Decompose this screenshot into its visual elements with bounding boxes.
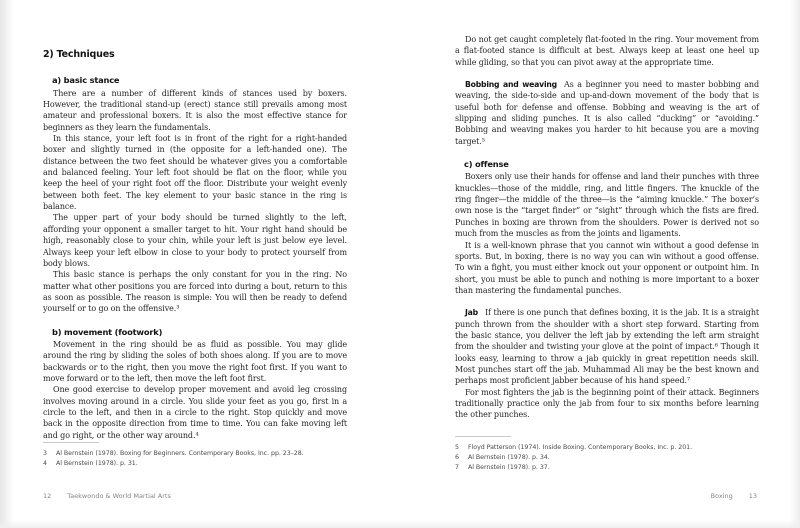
- subsection-heading: a) basic stance: [52, 75, 120, 86]
- page-number: 12: [43, 492, 52, 500]
- footnote-divider-rule: [43, 442, 99, 443]
- footnote-text: Al Bernstein (1978). p. 34.: [468, 454, 550, 461]
- body-paragraph: The upper part of your body should be turned slightly to the left, affording your opponent a smaller target to hit. Your right hand should be high, reasonably close to your chin, while your left is just below eye level. Always keep your left elbow in close to your body to protect yourself from body blows.: [43, 213, 347, 268]
- footnote: [455, 463, 759, 473]
- footnote-number: 6: [455, 454, 459, 461]
- left-page-footnotes: [43, 442, 347, 469]
- right-page-footer: [711, 492, 757, 500]
- left-page-footer: [43, 492, 171, 500]
- footnote: [455, 453, 759, 463]
- footnote-number: 3: [43, 450, 47, 457]
- page-number: 13: [748, 492, 757, 500]
- chapter-section-title: 2) Techniques: [43, 49, 115, 60]
- body-paragraph: Boxers only use their hands for offense and land their punches with three knuckles—those of the middle, ring, and little fingers. The knuckle of the ring finger—the middle of the three—is the “aiming knuckle.” The boxer’s own nose is the “target finder” or “sight” through which the fists are fired. Punches in boxing are thrown from the shoulders. Power is derived not so much from the muscles as from the joints and ligaments.: [455, 172, 759, 239]
- right-page-text-column: [455, 34, 759, 421]
- footnote: [455, 443, 759, 453]
- footnote-text: Al Bernstein (1978). Boxing for Beginners. Contemporary Books, Inc. pp. 23–28.: [56, 450, 304, 457]
- footnote-divider-rule: [455, 436, 511, 437]
- footnote-text: Al Bernstein (1978). p. 37.: [468, 464, 550, 471]
- subsection-heading: b) movement (footwork): [52, 326, 163, 337]
- footnote-number: 4: [43, 460, 47, 467]
- body-paragraph: In this stance, your left foot is in front of the right for a right-handed boxer and slightly turned in (the opposite for a left-handed one). The distance between the two feet should be whatever gives you a comfortable and balanced feeling. Your left foot should be flat on the floor, while you keep the heel of your right foot off the floor. Distribute your weight evenly between both feet. The key element to your basic stance in the ring is balance.: [43, 134, 347, 212]
- body-paragraph: Bobbing and weaving As a beginner you need to master bobbing and weaving, the side-to-side and up-and-down movement of the body that is useful both for defense and offense. Bobbing and weaving is the art of slipping and sliding punches. It is also called “ducking” or “avoiding.” Bobbing and weaving makes you harder to hit because you are a moving target.⁵: [455, 80, 759, 146]
- footnote: [43, 459, 347, 469]
- footnote: [43, 449, 347, 459]
- body-paragraph: It is a well-known phrase that you cannot win without a good defense in sports. But, in boxing, there is no way you can win without a good offense. To win a fight, you must either knock out your opponent or outpoint him. In short, you must be able to punch and nothing is more important to a boxer than mastering the fundamental punches.: [455, 240, 759, 295]
- body-paragraph: Do not get caught completely flat-footed in the ring. Your movement from a flat-footed stance is difficult at best. Always keep at least one heel up while gliding, so that you can pivot away at the appropriate time.: [455, 35, 759, 67]
- footnote-text: Al Bernstein (1978). p. 31.: [56, 460, 138, 467]
- footnote-text: Floyd Patterson (1974). Inside Boxing. Contemporary Books, Inc. p. 201.: [468, 444, 693, 451]
- scan-edge-shadow-bottom: [0, 520, 800, 528]
- body-paragraph: One good exercise to develop proper movement and avoid leg crossing involves moving around in a circle. You slide your feet as you go, first in a circle to the left, and then in a circle to the right. Stop quickly and move back in the opposite direction from time to time. You can fake moving left and go right, or the other way around.⁴: [43, 385, 347, 440]
- runin-heading: Jab: [465, 308, 478, 318]
- right-page-footnotes: [455, 436, 759, 473]
- body-paragraph: There are a number of different kinds of stances used by boxers. However, the traditional stand-up (erect) stance still prevails among most amateur and professional boxers. It is also the most effective stance for beginners as they learn the fundamentals.: [43, 88, 347, 132]
- body-paragraph: This basic stance is perhaps the only constant for you in the ring. No matter what other positions you are forced into during a bout, return to this as soon as possible. The reason is simple: You will then be ready to defend yourself or to go on the offensive.³: [43, 270, 347, 314]
- scan-edge-shadow-right: [790, 0, 800, 528]
- running-title: Taekwondo & World Martial Arts: [67, 492, 171, 500]
- body-paragraph: For most fighters the jab is the beginning point of their attack. Beginners traditionally practice only the jab from four to six months before learning the other punches.: [455, 387, 759, 420]
- footnote-number: 7: [455, 464, 459, 471]
- left-page-text-column: [43, 49, 347, 441]
- body-paragraph: Jab If there is one punch that defines boxing, it is the jab. It is a straight punch thrown from the shoulder with a short step forward. Starting from the basic stance, you deliver the left jab by extending the left arm straight from the shoulder and twisting your glove at the point of impact.⁶ Though it looks easy, learning to throw a jab quickly in great repetition needs skill. Most punches start off the jab. Muhammad Ali may be the best known and perhaps most proficient jabber because of his hand speed.⁷: [455, 308, 759, 386]
- footnote-number: 5: [455, 444, 459, 451]
- running-title: Boxing: [710, 492, 733, 500]
- subsection-heading: c) offense: [464, 159, 509, 170]
- body-paragraph: Movement in the ring should be as fluid as possible. You may glide around the ring by sliding the soles of both shoes along. If you are to move backwards or to the right, then you move the right foot first. If you want to move forward or to the left, then move the left foot first.: [43, 339, 347, 383]
- runin-heading: Bobbing and weaving: [465, 80, 557, 90]
- scan-edge-shadow-left: [0, 0, 14, 528]
